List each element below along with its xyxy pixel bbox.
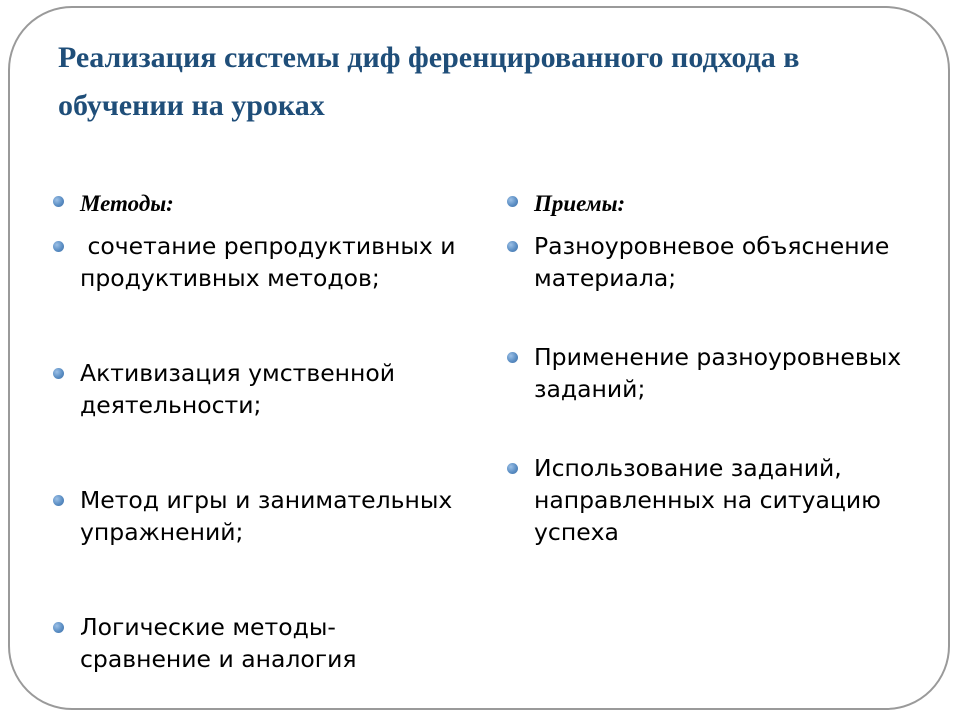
- bullet-icon: [53, 241, 64, 252]
- list-item: [80, 230, 464, 294]
- list-item: [80, 484, 460, 548]
- list-item: [80, 611, 460, 675]
- list-item-text: Использование заданий, направленных на ситуацию успеха: [534, 454, 881, 546]
- techniques-heading: [534, 188, 924, 220]
- bullet-icon: [53, 495, 64, 506]
- bullet-icon: [53, 196, 64, 207]
- techniques-heading-text: Приемы:: [534, 191, 626, 216]
- list-item-text: Логические методы- сравнение и аналогия: [80, 613, 357, 673]
- list-item-text: сочетание репродуктивных и продуктивных методов;: [80, 232, 464, 292]
- bullet-icon: [53, 622, 64, 633]
- methods-heading: [80, 188, 460, 220]
- bullet-icon: [507, 352, 518, 363]
- methods-heading-text: Методы:: [80, 191, 174, 216]
- bullet-icon: [507, 196, 518, 207]
- list-item-text: Разноуровневое объяснение материала;: [534, 232, 890, 292]
- list-item-text: Применение разноуровневых заданий;: [534, 343, 902, 403]
- slide-title: Реализация системы диф ференцированного подхода в обучении на уроках: [58, 41, 800, 122]
- methods-list: [80, 188, 464, 675]
- bullet-icon: [507, 241, 518, 252]
- bullet-icon: [507, 463, 518, 474]
- list-item-text: Метод игры и занимательных упражнений;: [80, 486, 453, 546]
- list-item: [80, 357, 460, 421]
- techniques-list: [534, 188, 924, 548]
- list-item: [534, 452, 924, 548]
- list-item: [534, 341, 924, 405]
- list-item-text: Активизация умственной деятельности;: [80, 359, 396, 419]
- bullet-icon: [53, 368, 64, 379]
- list-item: [534, 230, 924, 294]
